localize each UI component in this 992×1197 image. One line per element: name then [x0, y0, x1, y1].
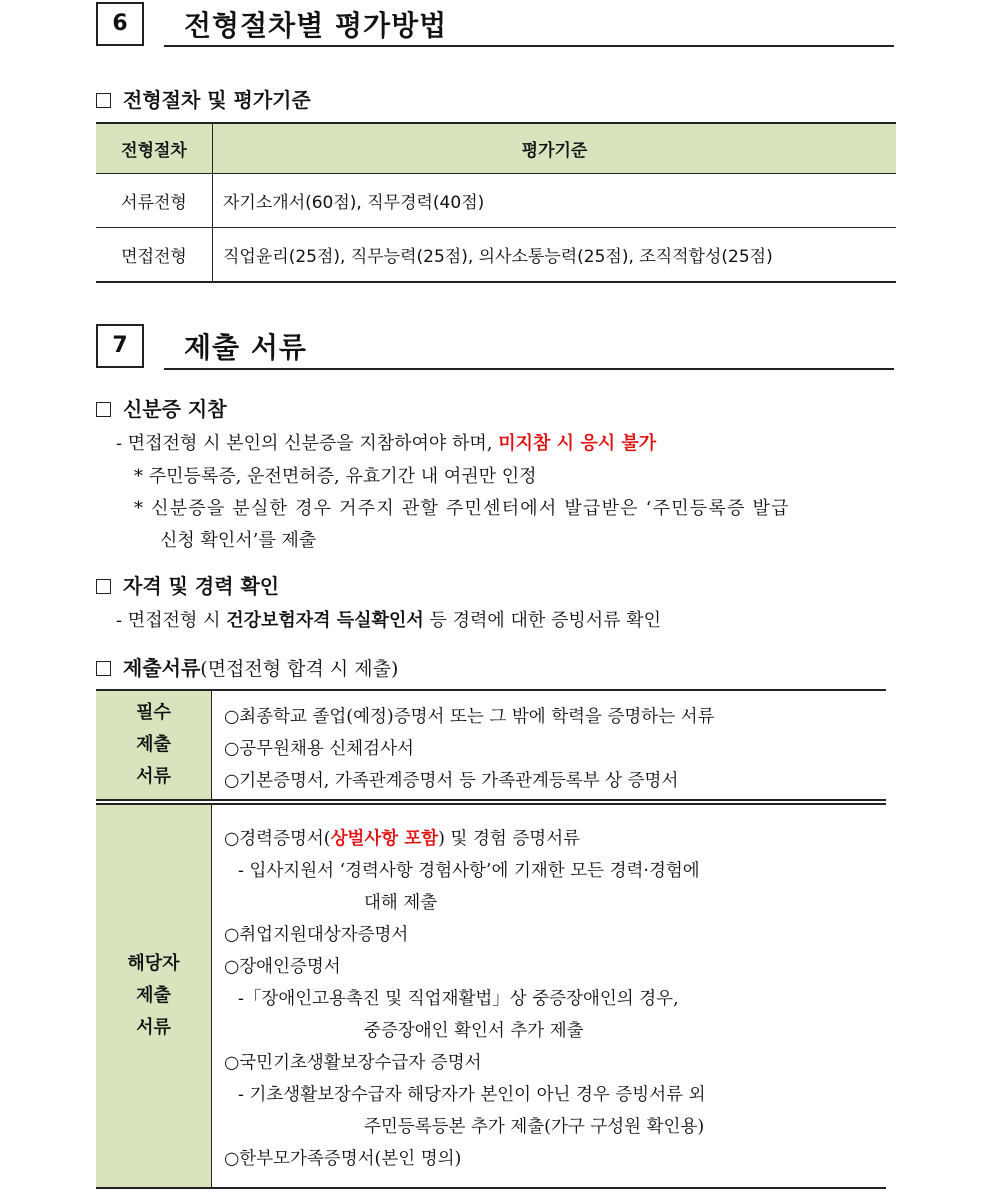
section-number-7: 7 — [96, 324, 144, 368]
label-text: 필수 — [136, 702, 171, 723]
item-text: ) 및 경험 증명서류 — [438, 829, 581, 849]
list-subitem: 대해 제출 — [364, 893, 438, 913]
career-bold-doc: 건강보험자격 득실확인서 — [226, 610, 424, 631]
list-item: ○국민기초생활보장수급자 증명서 — [224, 1053, 482, 1073]
subheading-note: (면접전형 합격 시 제출) — [200, 658, 399, 680]
table-cell: 면접전형 — [96, 228, 213, 283]
list-item: ○취업지원대상자증명서 — [224, 925, 409, 945]
list-item: ○장애인증명서 — [224, 957, 341, 977]
section-title-7: 제출 서류 — [184, 331, 307, 364]
list-item: ○공무원채용 신체검사서 — [224, 739, 414, 759]
section-underline — [164, 45, 894, 47]
list-item — [224, 825, 580, 850]
list-subitem: 주민등록등본 추가 제출(가구 구성원 확인용) — [364, 1117, 705, 1137]
table-header-procedure: 전형절차 — [96, 123, 213, 174]
section-title-6: 전형절차별 평가방법 — [184, 9, 448, 42]
label-text: 제출 — [136, 734, 171, 755]
list-item: ○한부모가족증명서(본인 명의) — [224, 1149, 462, 1169]
subheading-text: 자격 및 경력 확인 — [123, 574, 280, 598]
table-border — [96, 689, 886, 691]
id-warning: 미지참 시 응시 불가 — [498, 433, 657, 454]
id-note-2a: * 신분증을 분실한 경우 거주지 관할 주민센터에서 발급받은 ‘주민등록증 발급 — [134, 498, 790, 519]
career-text: - 면접전형 시 — [116, 610, 227, 631]
item-highlight: 상벌사항 포함 — [330, 829, 439, 849]
section-number-6: 6 — [96, 2, 144, 46]
label-text: 해당자 — [127, 953, 180, 974]
required-docs-table — [96, 689, 886, 803]
id-requirement-line — [116, 429, 656, 455]
checkbox-square-icon — [96, 93, 111, 108]
table-border — [96, 799, 886, 801]
table-border — [96, 1187, 886, 1189]
list-subitem: -「장애인고용촉진 및 직업재활법」상 중증장애인의 경우, — [238, 989, 679, 1009]
evaluation-table — [96, 122, 896, 283]
table-cell: 자기소개서(60점), 직무경력(40점) — [213, 174, 897, 228]
subheading-text: 제출서류 — [123, 656, 201, 680]
table-header-criteria: 평가기준 — [213, 123, 897, 174]
subheading-evaluation — [96, 84, 311, 113]
checkbox-square-icon — [96, 579, 111, 594]
table-row — [96, 174, 896, 228]
id-line-text: - 면접전형 시 본인의 신분증을 지참하여야 하며, — [116, 433, 499, 454]
table-cell: 서류전형 — [96, 174, 213, 228]
subheading-text: 신분증 지참 — [123, 397, 227, 421]
list-subitem: - 기초생활보장수급자 해당자가 본인이 아닌 경우 증빙서류 외 — [238, 1085, 706, 1105]
applicable-docs-label — [96, 805, 212, 1187]
subheading-text: 전형절차 및 평가기준 — [123, 88, 311, 112]
required-docs-label — [96, 691, 212, 799]
section-underline — [164, 368, 894, 370]
id-note-2b: 신청 확인서’를 제출 — [160, 530, 317, 551]
id-note-1: * 주민등록증, 운전면허증, 유효기간 내 여권만 인정 — [134, 466, 537, 487]
subheading-id — [96, 393, 227, 422]
subheading-documents — [96, 652, 398, 681]
checkbox-square-icon — [96, 402, 111, 417]
label-text: 서류 — [136, 1017, 171, 1038]
career-line — [116, 606, 661, 632]
table-cell: 직업윤리(25점), 직무능력(25점), 의사소통능력(25점), 조직적합성(25점) — [213, 228, 897, 283]
table-row — [96, 228, 896, 283]
item-text: ○경력증명서( — [224, 829, 331, 849]
list-item: ○기본증명서, 가족관계증명서 등 가족관계등록부 상 증명서 — [224, 771, 679, 791]
checkbox-square-icon — [96, 661, 111, 676]
applicable-docs-table — [96, 805, 886, 1189]
list-item: ○최종학교 졸업(예정)증명서 또는 그 밖에 학력을 증명하는 서류 — [224, 707, 715, 727]
list-subitem: 중증장애인 확인서 추가 제출 — [364, 1021, 584, 1041]
label-text: 제출 — [136, 985, 171, 1006]
career-text: 등 경력에 대한 증빙서류 확인 — [423, 610, 661, 631]
subheading-career — [96, 570, 279, 599]
list-subitem: - 입사지원서 ‘경력사항 경험사항’에 기재한 모든 경력·경험에 — [238, 861, 700, 881]
label-text: 서류 — [136, 766, 171, 787]
